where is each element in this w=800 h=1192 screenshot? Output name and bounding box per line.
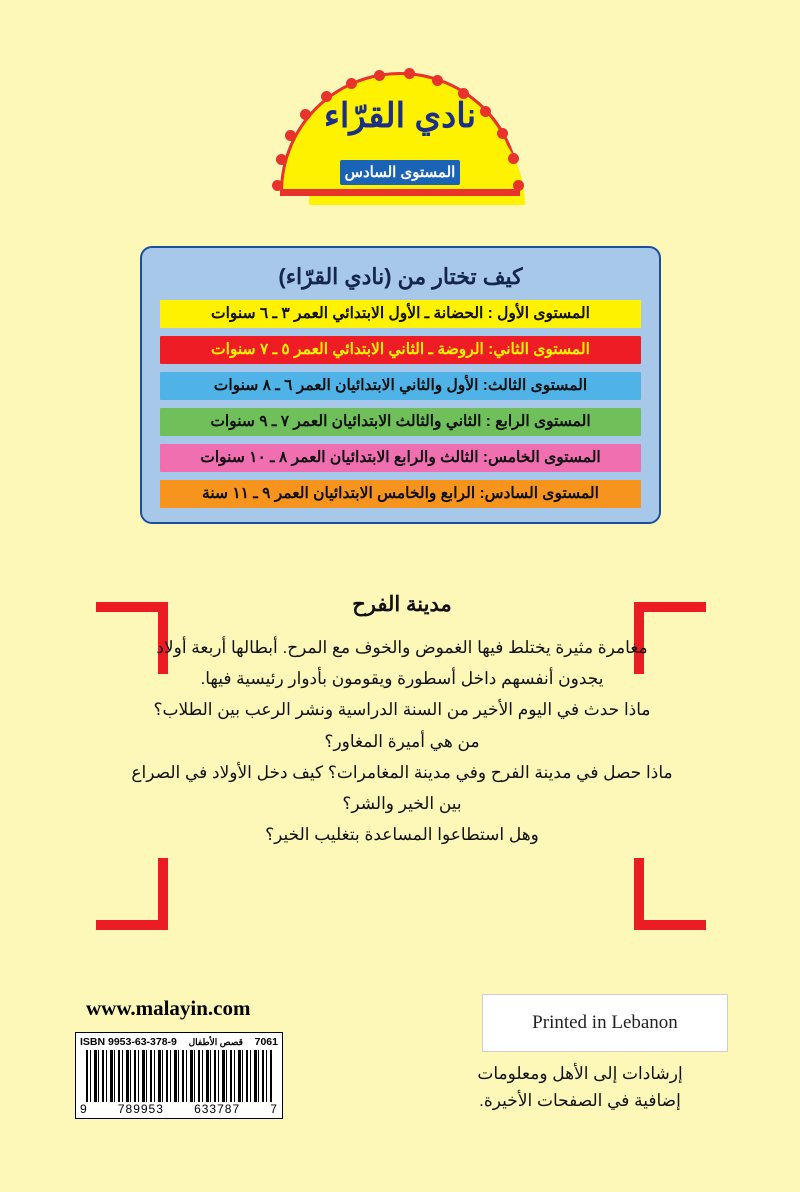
barcode-digit-right: 7	[270, 1102, 278, 1116]
level-row: المستوى الأول : الحضانة ـ الأول الابتدائي العمر ٣ ـ ٦ سنوات	[160, 300, 641, 328]
note-line: إضافية في الصفحات الأخيرة.	[479, 1091, 681, 1111]
book-description	[96, 592, 708, 852]
description-line: مغامرة مثيرة يختلط فيها الغموض والخوف مع المرح. أبطالها أربعة أولاد	[156, 638, 648, 657]
level-row: المستوى السادس: الرابع والخامس الابتدائيان العمر ٩ ـ ١١ سنة	[160, 480, 641, 508]
level-row: المستوى الثاني: الروضة ـ الثاني الابتدائي العمر ٥ ـ ٧ سنوات	[160, 336, 641, 364]
level-row: المستوى الثالث: الأول والثاني الابتدائيان العمر ٦ ـ ٨ سنوات	[160, 372, 641, 400]
barcode-category-label: قصص الأطفال	[188, 1036, 243, 1047]
description-line: وهل استطاعوا المساعدة بتغليب الخير؟	[265, 825, 539, 845]
description-line: من هي أميرة المغاور؟	[324, 731, 480, 751]
barcode-digit-left: 9	[80, 1102, 88, 1116]
corner-bracket-bottom-right-icon	[96, 858, 168, 930]
barcode-block	[75, 1032, 283, 1119]
printed-in-label: Printed in Lebanon	[482, 994, 728, 1052]
barcode-digit-group-2: 633787	[194, 1102, 241, 1116]
description-line: بين الخير والشر؟	[342, 794, 462, 814]
barcode-digit-group-1: 789953	[117, 1102, 164, 1116]
parent-guidance-note	[430, 1060, 730, 1114]
description-line: ماذا حدث في اليوم الأخير من السنة الدراسية ونشر الرعب بين الطلاب؟	[153, 700, 651, 720]
corner-bracket-bottom-left-icon	[634, 858, 706, 930]
logo-level-badge: المستوى السادس	[340, 160, 460, 185]
publisher-logo	[0, 62, 800, 212]
website-url[interactable]: www.malayin.com	[86, 996, 251, 1020]
logo-title: نادي القرّاء	[323, 97, 477, 135]
level-row: المستوى الرابع : الثاني والثالث الابتدائيان العمر ٧ ـ ٩ سنوات	[160, 408, 641, 436]
level-row: المستوى الخامس: الثالث والرابع الابتدائيان العمر ٨ ـ ١٠ سنوات	[160, 444, 641, 472]
levels-panel	[140, 246, 661, 524]
isbn-text: ISBN 9953-63-378-9	[80, 1036, 177, 1048]
logo-base-bar	[280, 189, 520, 196]
barcode-code: 7061	[254, 1036, 278, 1048]
barcode-bars	[86, 1050, 272, 1102]
description-line: يجدون أنفسهم داخل أسطورة ويقومون بأدوار رئيسية فيها.	[200, 669, 604, 689]
note-line: إرشادات إلى الأهل ومعلومات	[477, 1064, 683, 1083]
levels-panel-heading: كيف تختار من (نادي القرّاء)	[278, 264, 523, 289]
description-line: ماذا حصل في مدينة الفرح وفي مدينة المغامرات؟ كيف دخل الأولاد في الصراع	[131, 762, 673, 782]
book-title: مدينة الفرح	[352, 593, 452, 616]
